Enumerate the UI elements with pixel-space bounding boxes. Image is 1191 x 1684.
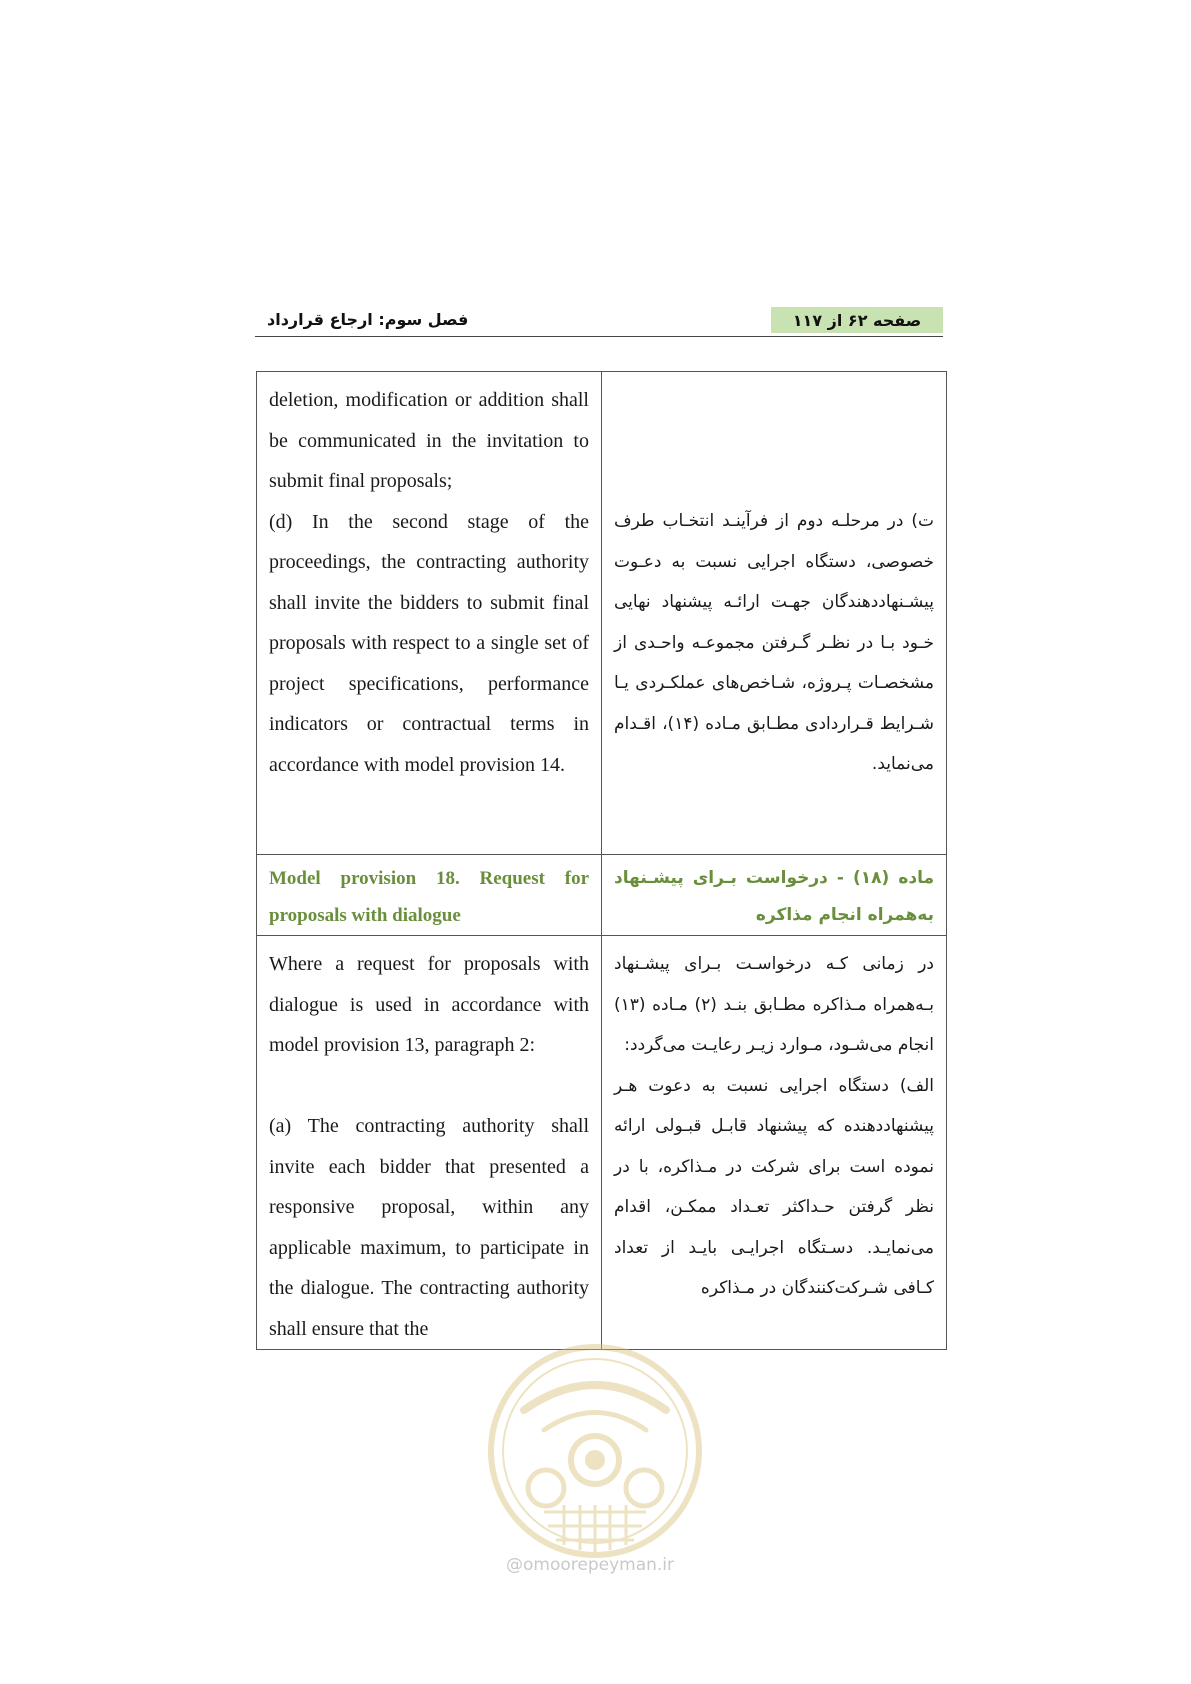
persian-paragraph: در زمانی کـه درخواسـت بـرای پیشـنهاد بـه‌همراه مـذاکره مطـابق بنـد (۲) مـاده (۱۳) انجام می‌شـود، مـوارد زیـر رعایـت می‌گردد: [614,954,934,1055]
english-paragraph: Where a request for proposals with dialogue is used in accordance with model provision 13, paragraph 2: [269,953,589,1056]
watermark-url: @omoorepeyman.ir [506,1555,675,1575]
persian-paragraph: ت) در مرحلـه دوم از فرآینـد انتخـاب طرف خصوصی، دستگاه اجرایی نسبت به دعـوت پیشـنهاددهندگان جهـت ارائـه پیشنهاد نهایی خـود بـا در نظـر گـرفتن مجموعـه واحـدی از مشخصـات پـروژه، شـاخص‌های عملکـردی یـا شـرایط قـراردادی مطـابق مـاده (۱۴)، اقـدام می‌نماید. [614,511,934,774]
bilingual-table [256,371,947,1350]
omoore-peyman-logo-watermark [484,1340,706,1562]
english-paragraph: (d) In the second stage of the proceedings, the contracting authority shall invite the bidders to submit final proposals with respect to a single set of project specifications, performance indicators or contractual terms in accordance with model provision 14. [269,510,589,776]
english-paragraph: (a) The contracting authority shall invite each bidder that presented a responsive proposal, within any applicable maximum, to participate in the dialogue. The contracting authority shall ensure that the [269,1115,589,1340]
english-paragraph: deletion, modification or addition shall be communicated in the invitation to submit final proposals; [269,389,589,492]
persian-heading-cell [602,855,947,936]
table-row [257,936,947,1350]
table-row [257,372,947,855]
english-heading: Model provision 18. Request for proposals with dialogue [269,868,589,926]
table-row [257,855,947,936]
page-header [255,307,943,335]
persian-cell [602,936,947,1350]
persian-cell [602,372,947,855]
persian-heading: ماده (۱۸) - درخواست بـرای پیشـنهاد به‌همراه انجام مذاکره [614,868,934,925]
english-cell [257,372,602,855]
persian-paragraph: الف) دستگاه اجرایی نسبت به دعوت هـر پیشنهاددهنده که پیشنهاد قابـل قبـولی ارائه نموده است برای شرکت در مـذاکره، با در نظر گرفتن حـداکثر تعـداد ممکـن، اقدام می‌نمایـد. دسـتگاه اجرایـی بایـد از تعداد کـافی شـرکت‌کنندگان در مـذاکره [614,1075,934,1298]
english-heading-cell [257,855,602,936]
page-number-label: صفحه ۶۲ از ۱۱۷ [771,307,943,333]
english-cell [257,936,602,1350]
header-rule [255,336,943,337]
chapter-title: فصل سوم: ارجاع قرارداد [267,310,469,329]
